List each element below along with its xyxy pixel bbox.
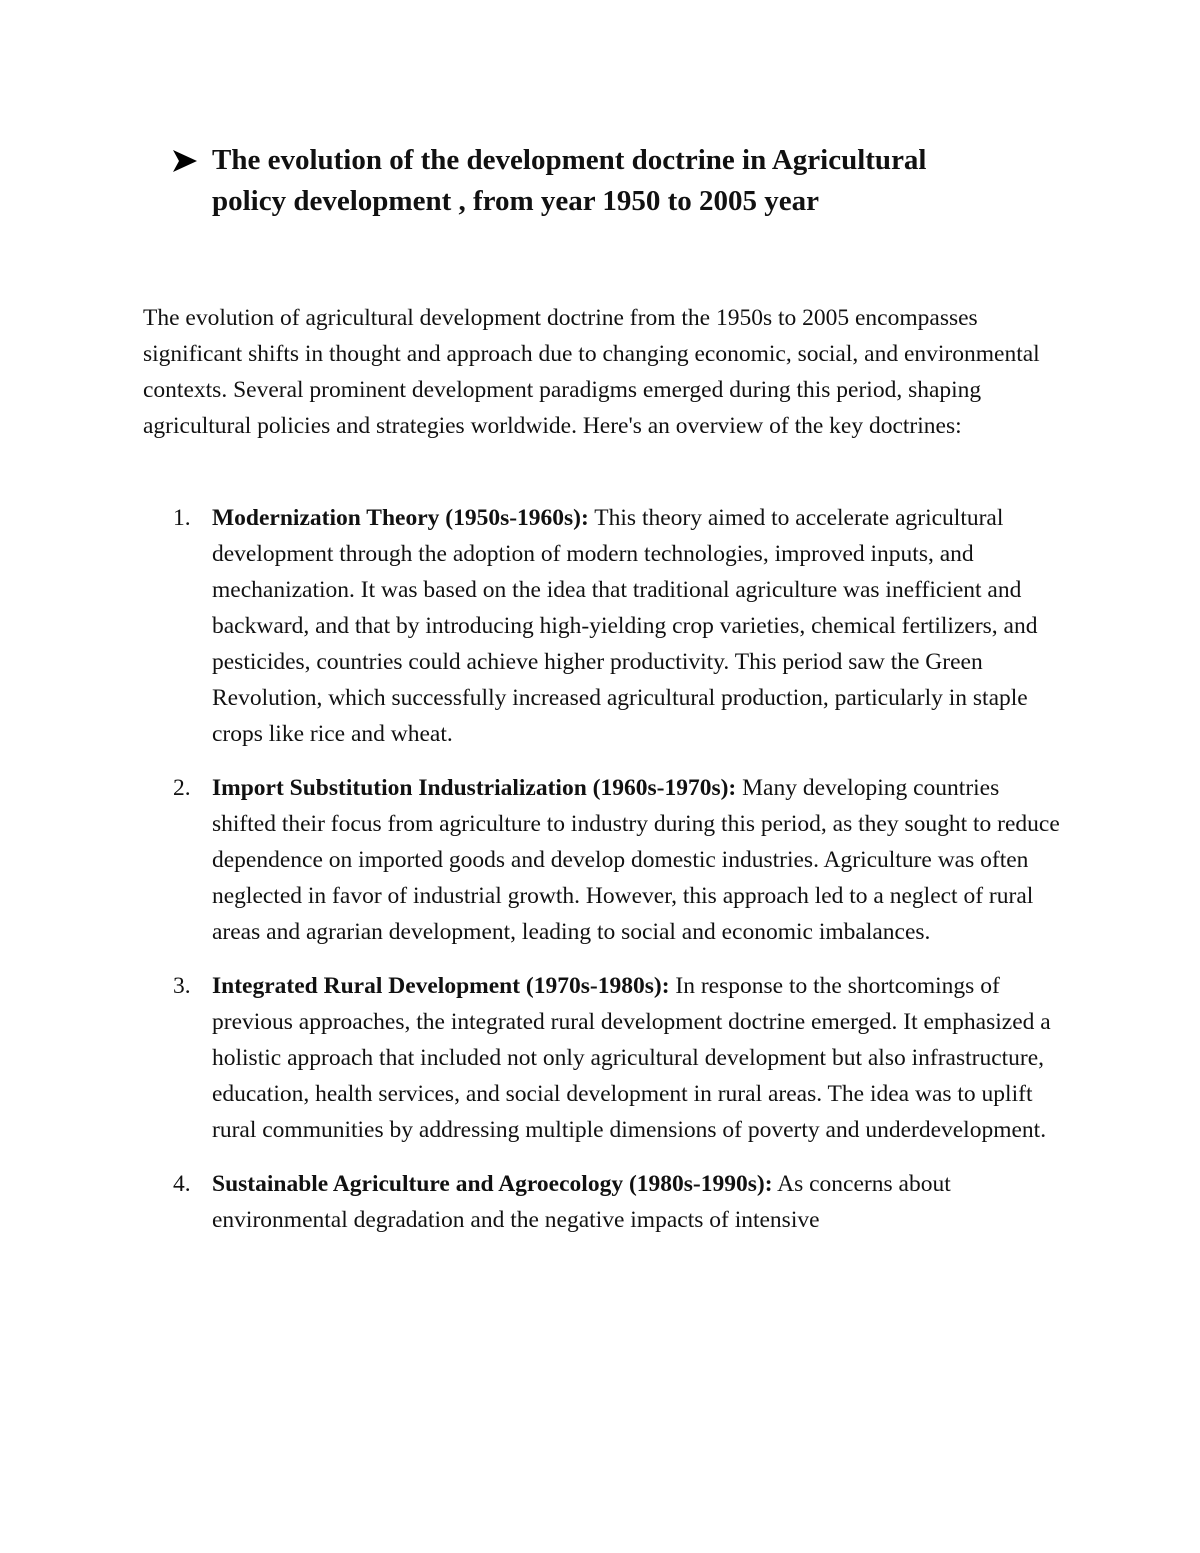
intro-paragraph: The evolution of agricultural development doctrine from the 1950s to 2005 encompasses significant shifts in thought and approach due to changing economic, social, and environmental contexts. Several prominent development paradigms emerged during this period, shaping agricultural policies and strategies worldwide. Here's an overview of the key doctrines: (143, 305, 1040, 439)
document-heading (172, 140, 1072, 222)
list-item-body (212, 770, 1062, 950)
list-item-text: As concerns about environmental degradation and the negative impacts of intensive (212, 1171, 951, 1233)
list-item (0, 770, 1200, 950)
list-item-title: Modernization Theory (1950s-1960s): (212, 505, 589, 531)
list-item-title: Integrated Rural Development (1970s-1980s): (212, 973, 670, 999)
list-item (0, 1166, 1200, 1238)
list-item (0, 500, 1200, 752)
list-item-body (212, 1166, 1062, 1238)
arrow-bullet-icon (172, 140, 212, 173)
doctrine-list (0, 500, 1200, 1256)
list-item-number: 4. (173, 1171, 191, 1197)
list-item-text: Many developing countries shifted their focus from agriculture to industry during this period, as they sought to reduce dependence on imported goods and develop domestic industries. Agriculture was often neglected in favor of industrial growth. However, this approach led to a neglect of rural areas and agrarian development, leading to social and economic imbalances. (212, 775, 1060, 945)
list-item-title: Import Substitution Industrialization (1960s-1970s): (212, 775, 737, 801)
list-item-text: This theory aimed to accelerate agricultural development through the adoption of modern technologies, improved inputs, and mechanization. It was based on the idea that traditional agriculture was inefficient and backward, and that by introducing high-yielding crop varieties, chemical fertilizers, and pesticides, countries could achieve higher productivity. This period saw the Green Revolution, which successfully increased agricultural production, particularly in staple crops like rice and wheat. (212, 505, 1038, 747)
list-item (0, 968, 1200, 1148)
list-item-number: 2. (173, 775, 191, 801)
heading-title (212, 140, 1032, 222)
list-item-body (212, 500, 1062, 752)
heading-line-1: The evolution of the development doctrine in Agricultural (212, 144, 927, 176)
heading-line-2: policy development , from year 1950 to 2005 year (212, 185, 820, 217)
list-item-number: 1. (173, 505, 191, 531)
list-item-body (212, 968, 1062, 1148)
list-item-number: 3. (173, 973, 191, 999)
list-item-title: Sustainable Agriculture and Agroecology (1980s-1990s): (212, 1171, 773, 1197)
list-item-text: In response to the shortcomings of previous approaches, the integrated rural development doctrine emerged. It emphasized a holistic approach that included not only agricultural development but also infrastructure, education, health services, and social development in rural areas. The idea was to uplift rural communities by addressing multiple dimensions of poverty and underdevelopment. (212, 973, 1051, 1143)
